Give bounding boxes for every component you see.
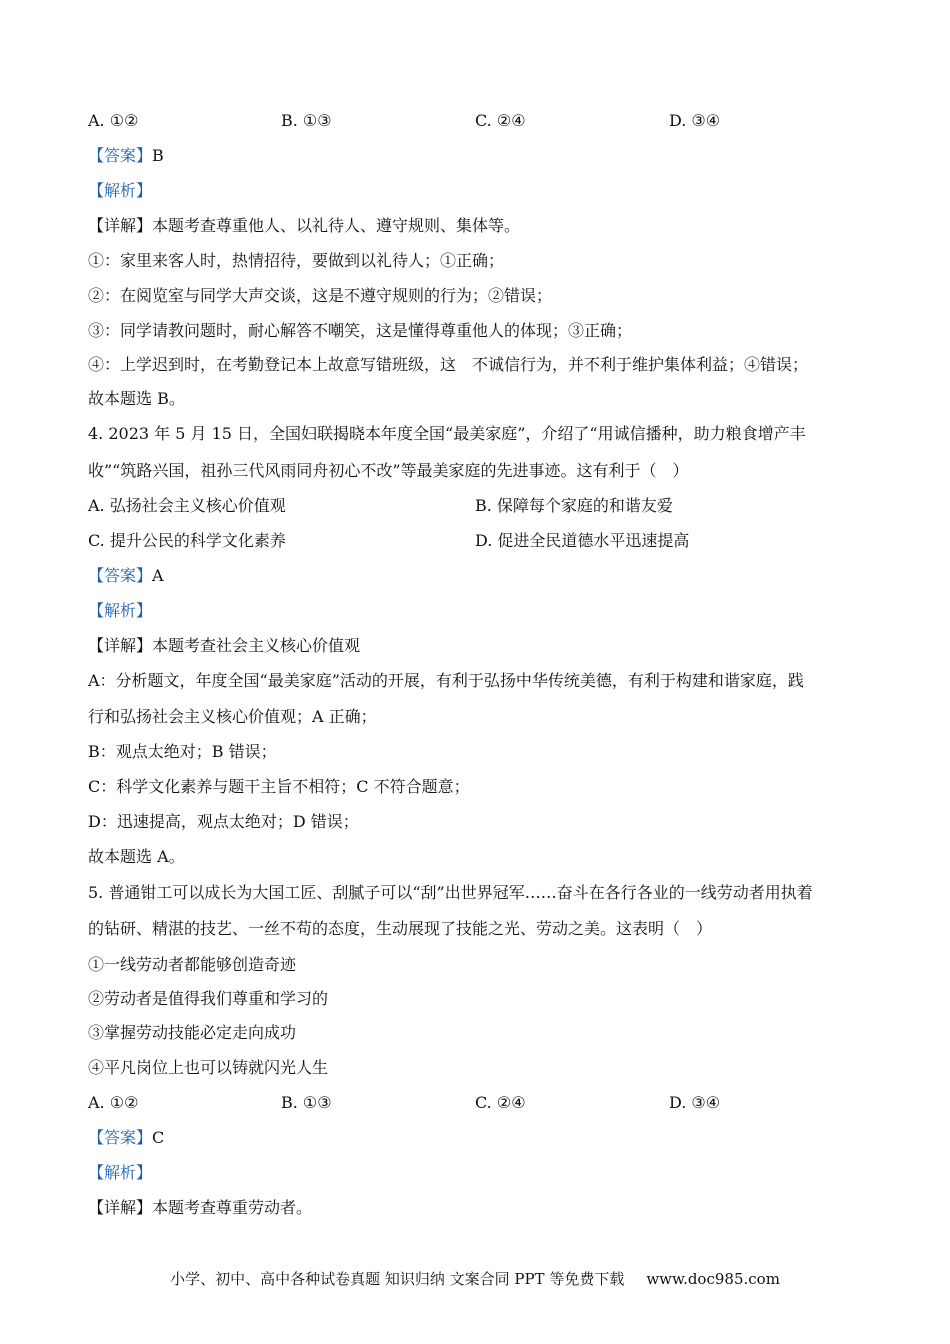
q5-statement: ①一线劳动者都能够创造奇迹 <box>88 955 297 974</box>
detail-text: 本题考查尊重劳动者。 <box>152 1198 313 1217</box>
detail-text: 本题考查社会主义核心价值观 <box>152 636 361 655</box>
q5-options <box>88 1092 868 1114</box>
q3-detail <box>88 215 520 237</box>
footer-url: www.doc985.com <box>646 1270 780 1288</box>
q3-line: ③：同学请教问题时，耐心解答不嘲笑，这是懂得尊重他人的体现；③正确； <box>88 321 633 340</box>
q4-line: B：观点太绝对；B 错误； <box>88 742 277 761</box>
q4-line: D：迅速提高，观点太绝对；D 错误； <box>88 812 359 831</box>
q5-detail <box>88 1197 312 1219</box>
detail-text: 本题考查尊重他人、以礼待人、遵守规则、集体等。 <box>152 216 521 235</box>
q3-conclusion: 故本题选 B。 <box>88 389 185 408</box>
q3-option-d: D. ③④ <box>669 111 721 130</box>
q4-stem-line1: 4. 2023 年 5 月 15 日，全国妇联揭晓本年度全国“最美家庭”，介绍了“用诚信播种，助力粮食增产丰 <box>88 424 806 443</box>
analysis-tag: 【解析】 <box>88 601 153 620</box>
q3-option-a: A. ①② <box>88 111 139 130</box>
answer-tag: 【答案】 <box>88 566 153 585</box>
footer-text: 小学、初中、高中各种试卷真题 知识归纳 文案合同 PPT 等免费下载 <box>170 1270 625 1288</box>
q4-stem-line2: 收”“筑路兴国，祖孙三代风雨同舟初心不改”等最美家庭的先进事迹。这有利于（ ） <box>88 461 689 480</box>
q3-line: ②：在阅览室与同学大声交谈，这是不遵守规则的行为；②错误； <box>88 286 553 305</box>
q4-answer <box>88 565 164 587</box>
q4-options-row1 <box>88 495 868 517</box>
q5-statement: ④平凡岗位上也可以铸就闪光人生 <box>88 1058 329 1077</box>
answer-value: C <box>152 1128 165 1147</box>
q5-stem-line1: 5. 普通钳工可以成长为大国工匠、刮腻子可以“刮”出世界冠军……奋斗在各行各业的一线劳动者用执着 <box>88 883 813 902</box>
q4-option-d: D. 促进全民道德水平迅速提高 <box>475 531 690 550</box>
q3-option-b: B. ①③ <box>281 111 332 130</box>
detail-tag: 【详解】 <box>88 636 153 655</box>
detail-tag: 【详解】 <box>88 1198 153 1217</box>
q4-line: C：科学文化素养与题干主旨不相符；C 不符合题意； <box>88 777 470 796</box>
detail-tag: 【详解】 <box>88 216 153 235</box>
q4-option-b: B. 保障每个家庭的和谐友爱 <box>475 496 673 515</box>
analysis-tag: 【解析】 <box>88 1163 153 1182</box>
q4-conclusion: 故本题选 A。 <box>88 847 185 866</box>
answer-tag: 【答案】 <box>88 146 153 165</box>
analysis-tag: 【解析】 <box>88 181 153 200</box>
q4-option-a: A. 弘扬社会主义核心价值观 <box>88 496 286 515</box>
page-footer <box>0 1268 950 1290</box>
answer-value: A <box>152 566 164 585</box>
q5-option-b: B. ①③ <box>281 1093 332 1112</box>
q5-stem-line2: 的钻研、精湛的技艺、一丝不苟的态度，生动展现了技能之光、劳动之美。这表明（ ） <box>88 919 713 938</box>
q5-option-d: D. ③④ <box>669 1093 721 1112</box>
q5-option-a: A. ①② <box>88 1093 139 1112</box>
q3-option-c: C. ②④ <box>475 111 526 130</box>
answer-tag: 【答案】 <box>88 1128 153 1147</box>
q4-line: 行和弘扬社会主义核心价值观；A 正确； <box>88 707 377 726</box>
q5-answer <box>88 1127 164 1149</box>
q5-analysis <box>88 1162 152 1184</box>
q5-statement: ③掌握劳动技能必定走向成功 <box>88 1023 297 1042</box>
q3-options <box>88 110 868 132</box>
q4-analysis <box>88 600 152 622</box>
q4-line: A：分析题文，年度全国“最美家庭”活动的开展，有利于弘扬中华传统美德，有利于构建和谐家庭，践 <box>88 671 804 690</box>
q3-line: ①：家里来客人时，热情招待，要做到以礼待人；①正确； <box>88 251 505 270</box>
answer-value: B <box>152 146 164 165</box>
q4-options-row2 <box>88 530 868 552</box>
q3-analysis <box>88 180 152 202</box>
q3-line: ④：上学迟到时，在考勤登记本上故意写错班级，这 不诚信行为，并不利于维护集体利益；④错误； <box>88 355 809 374</box>
q3-answer <box>88 145 164 167</box>
q5-statement: ②劳动者是值得我们尊重和学习的 <box>88 989 329 1008</box>
q4-detail <box>88 635 360 657</box>
q5-option-c: C. ②④ <box>475 1093 526 1112</box>
q4-option-c: C. 提升公民的科学文化素养 <box>88 531 286 550</box>
